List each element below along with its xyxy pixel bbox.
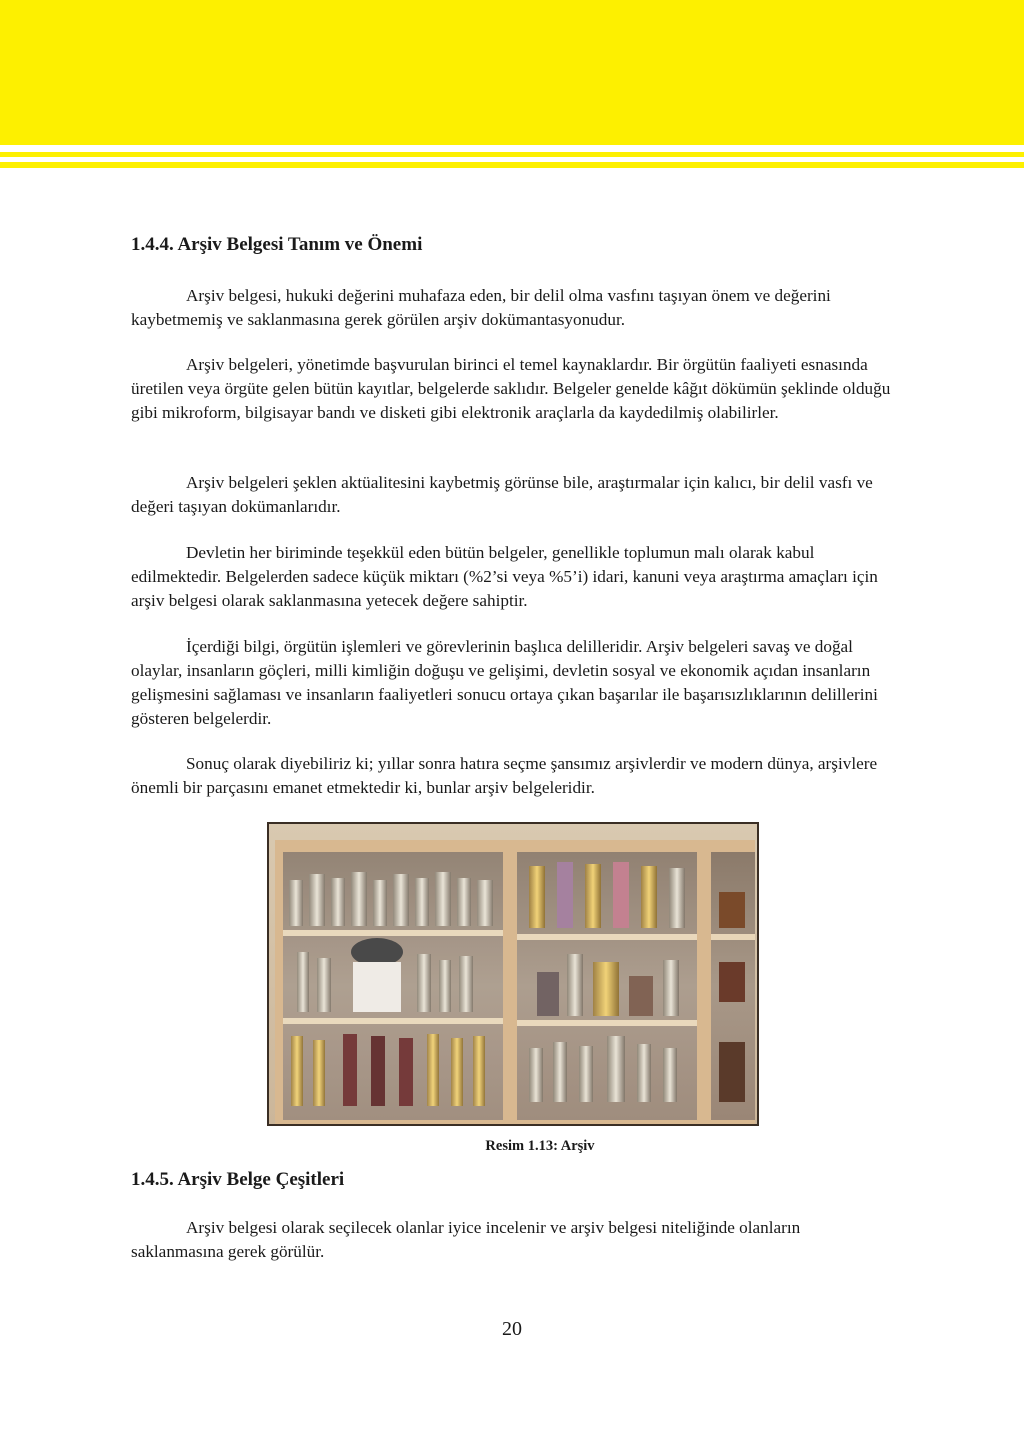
paragraph: İçerdiği bilgi, örgütün işlemleri ve görevlerinin başlıca delilleridir. Arşiv belgeleri savaş ve doğal olaylar, insanların göçleri, milli kimliğin doğuşu ve gelişimi, devletin sosyal ve ekonomik açıdan insanların gelişmesini sağlaması ve insanların faaliyetleri sonucu ortaya çıkan başarılar ile başarısızlıklarının delillerini gösteren belgelerdir. xyxy=(131,637,878,728)
archive-photo xyxy=(267,822,759,1126)
page-number: 20 xyxy=(502,1318,522,1340)
header-stripe xyxy=(0,162,1024,168)
paragraph: Devletin her biriminde teşekkül eden bütün belgeler, genellikle toplumun malı olarak kabul edilmektedir. Belgelerden sadece küçük miktarı (%2’si veya %5’i) idari, kanuni veya araştırma amaçları için arşiv belgesi olarak saklanmasına yetecek değere sahiptir. xyxy=(131,543,878,610)
section-heading: 1.4.5. Arşiv Belge Çeşitleri xyxy=(131,1169,345,1190)
paragraph: Arşiv belgesi, hukuki değerini muhafaza eden, bir delil olma vasfını taşıyan önem ve değerini kaybetmemiş ve saklanmasına gerek görülen arşiv dokümantasyonudur. xyxy=(131,286,831,329)
paragraph: Arşiv belgeleri, yönetimde başvurulan birinci el temel kaynaklardır. Bir örgütün faaliyeti esnasında üretilen veya örgüte gelen bütün kayıtlar, belgelerde saklıdır. Belgeler genelde kâğıt dökümün şeklinde olduğu gibi mikroform, bilgisayar bandı ve disketi gibi elektronik araçlarla da kaydedilmiş olabilirler. xyxy=(131,355,891,422)
trophy-cabinet-image xyxy=(267,822,759,1126)
paragraph: Arşiv belgesi olarak seçilecek olanlar iyice incelenir ve arşiv belgesi niteliğinde olanların saklanmasına gerek görülür. xyxy=(131,1218,801,1261)
section-heading: 1.4.4. Arşiv Belgesi Tanım ve Önemi xyxy=(131,234,423,255)
paragraph: Sonuç olarak diyebiliriz ki; yıllar sonra hatıra seçme şansımız arşivlerdir ve modern dünya, arşivlere önemli bir parçasını emanet etmektedir ki, bunlar arşiv belgeleridir. xyxy=(131,754,878,797)
header-yellow-band xyxy=(0,0,1024,145)
figure-caption: Resim 1.13: Arşiv xyxy=(485,1138,595,1154)
header-stripe xyxy=(0,152,1024,157)
paragraph: Arşiv belgeleri şeklen aktüalitesini kaybetmiş görünse bile, araştırmalar için kalıcı, bir delil vasfı ve değeri taşıyan dokümanlarıdır. xyxy=(131,473,873,516)
